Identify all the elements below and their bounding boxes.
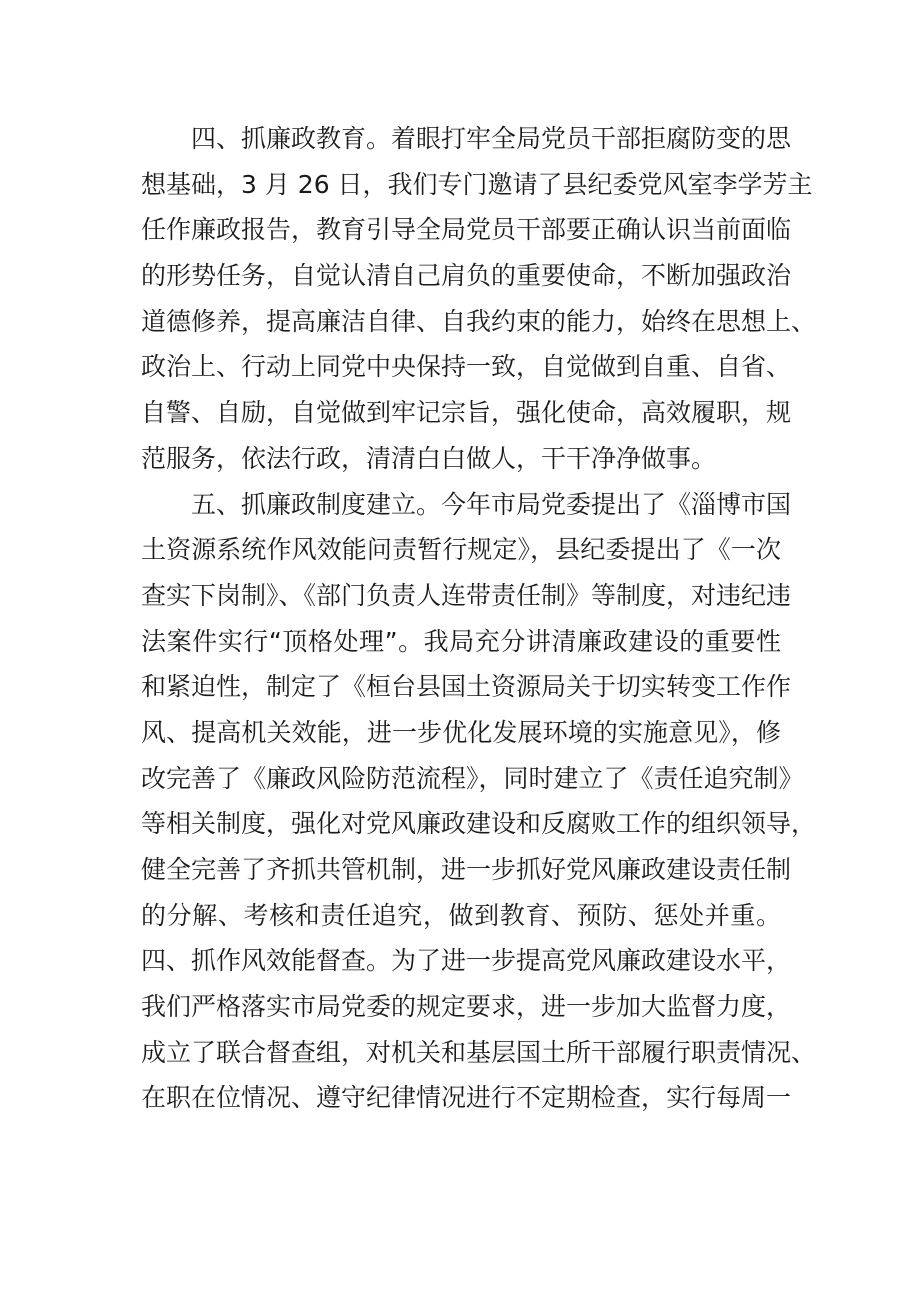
paragraph-line: 成立了联合督查组，对机关和基层国土所干部履行职责情况、 — [141, 1037, 817, 1067]
paragraph-line: 任作廉政报告，教育引导全局党员干部要正确认识当前面临 — [141, 215, 792, 245]
paragraph-line: 四、抓作风效能督查。为了进一步提高党风廉政建设水平， — [141, 946, 792, 976]
paragraph-line: 的形势任务，自觉认清自己肩负的重要使命，不断加强政治 — [141, 261, 792, 291]
paragraph-line: 政治上、行动上同党中央保持一致，自觉做到自重、自省、 — [141, 352, 792, 382]
document-body — [141, 116, 817, 1121]
paragraph-line: 法案件实行“顶格处理”。我局充分讲清廉政建设的重要性 — [141, 626, 781, 656]
paragraph-line: 我们严格落实市局党委的规定要求，进一步加大监督力度， — [141, 992, 792, 1022]
paragraph-line: 健全完善了齐抓共管机制，进一步抓好党风廉政建设责任制 — [141, 855, 792, 884]
paragraph-line: 在职在位情况、遵守纪律情况进行不定期检查，实行每周一 — [141, 1083, 792, 1113]
paragraph-line: 土资源系统作风效能问责暂行规定》，县纪委提出了《一次 — [141, 535, 781, 565]
paragraph-line: 五、抓廉政制度建立。今年市局党委提出了《淄博市国 — [191, 489, 792, 519]
paragraph-line: 风、提高机关效能，进一步优化发展环境的实施意见》，修 — [141, 717, 781, 747]
paragraph-line: 和紧迫性，制定了《桓台县国土资源局关于切实转变工作作 — [141, 672, 792, 702]
paragraph-line: 范服务，依法行政，清清白白做人，干干净净做事。 — [141, 443, 717, 473]
paragraph-line: 改完善了《廉政风险防范流程》，同时建立了《责任追究制》 — [141, 763, 804, 793]
paragraph-line: 的分解、考核和责任追究，做到教育、预防、惩处并重。 — [141, 900, 781, 930]
paragraph-line: 等相关制度，强化对党风廉政建设和反腐败工作的组织领导， — [141, 809, 817, 839]
paragraph-line: 想基础，3 月 26 日，我们专门邀请了县纪委党风室李学芳主 — [141, 169, 813, 199]
paragraph-line: 查实下岗制》、《部门负责人连带责任制》等制度，对违纪违 — [141, 580, 792, 610]
paragraph-line: 道德修养，提高廉洁自律、自我约束的能力，始终在思想上、 — [141, 306, 817, 336]
paragraph-line: 四、抓廉政教育。着眼打牢全局党员干部拒腐防变的思 — [191, 124, 792, 153]
paragraph-line: 自警、自励，自觉做到牢记宗旨，强化使命，高效履职，规 — [141, 398, 792, 428]
